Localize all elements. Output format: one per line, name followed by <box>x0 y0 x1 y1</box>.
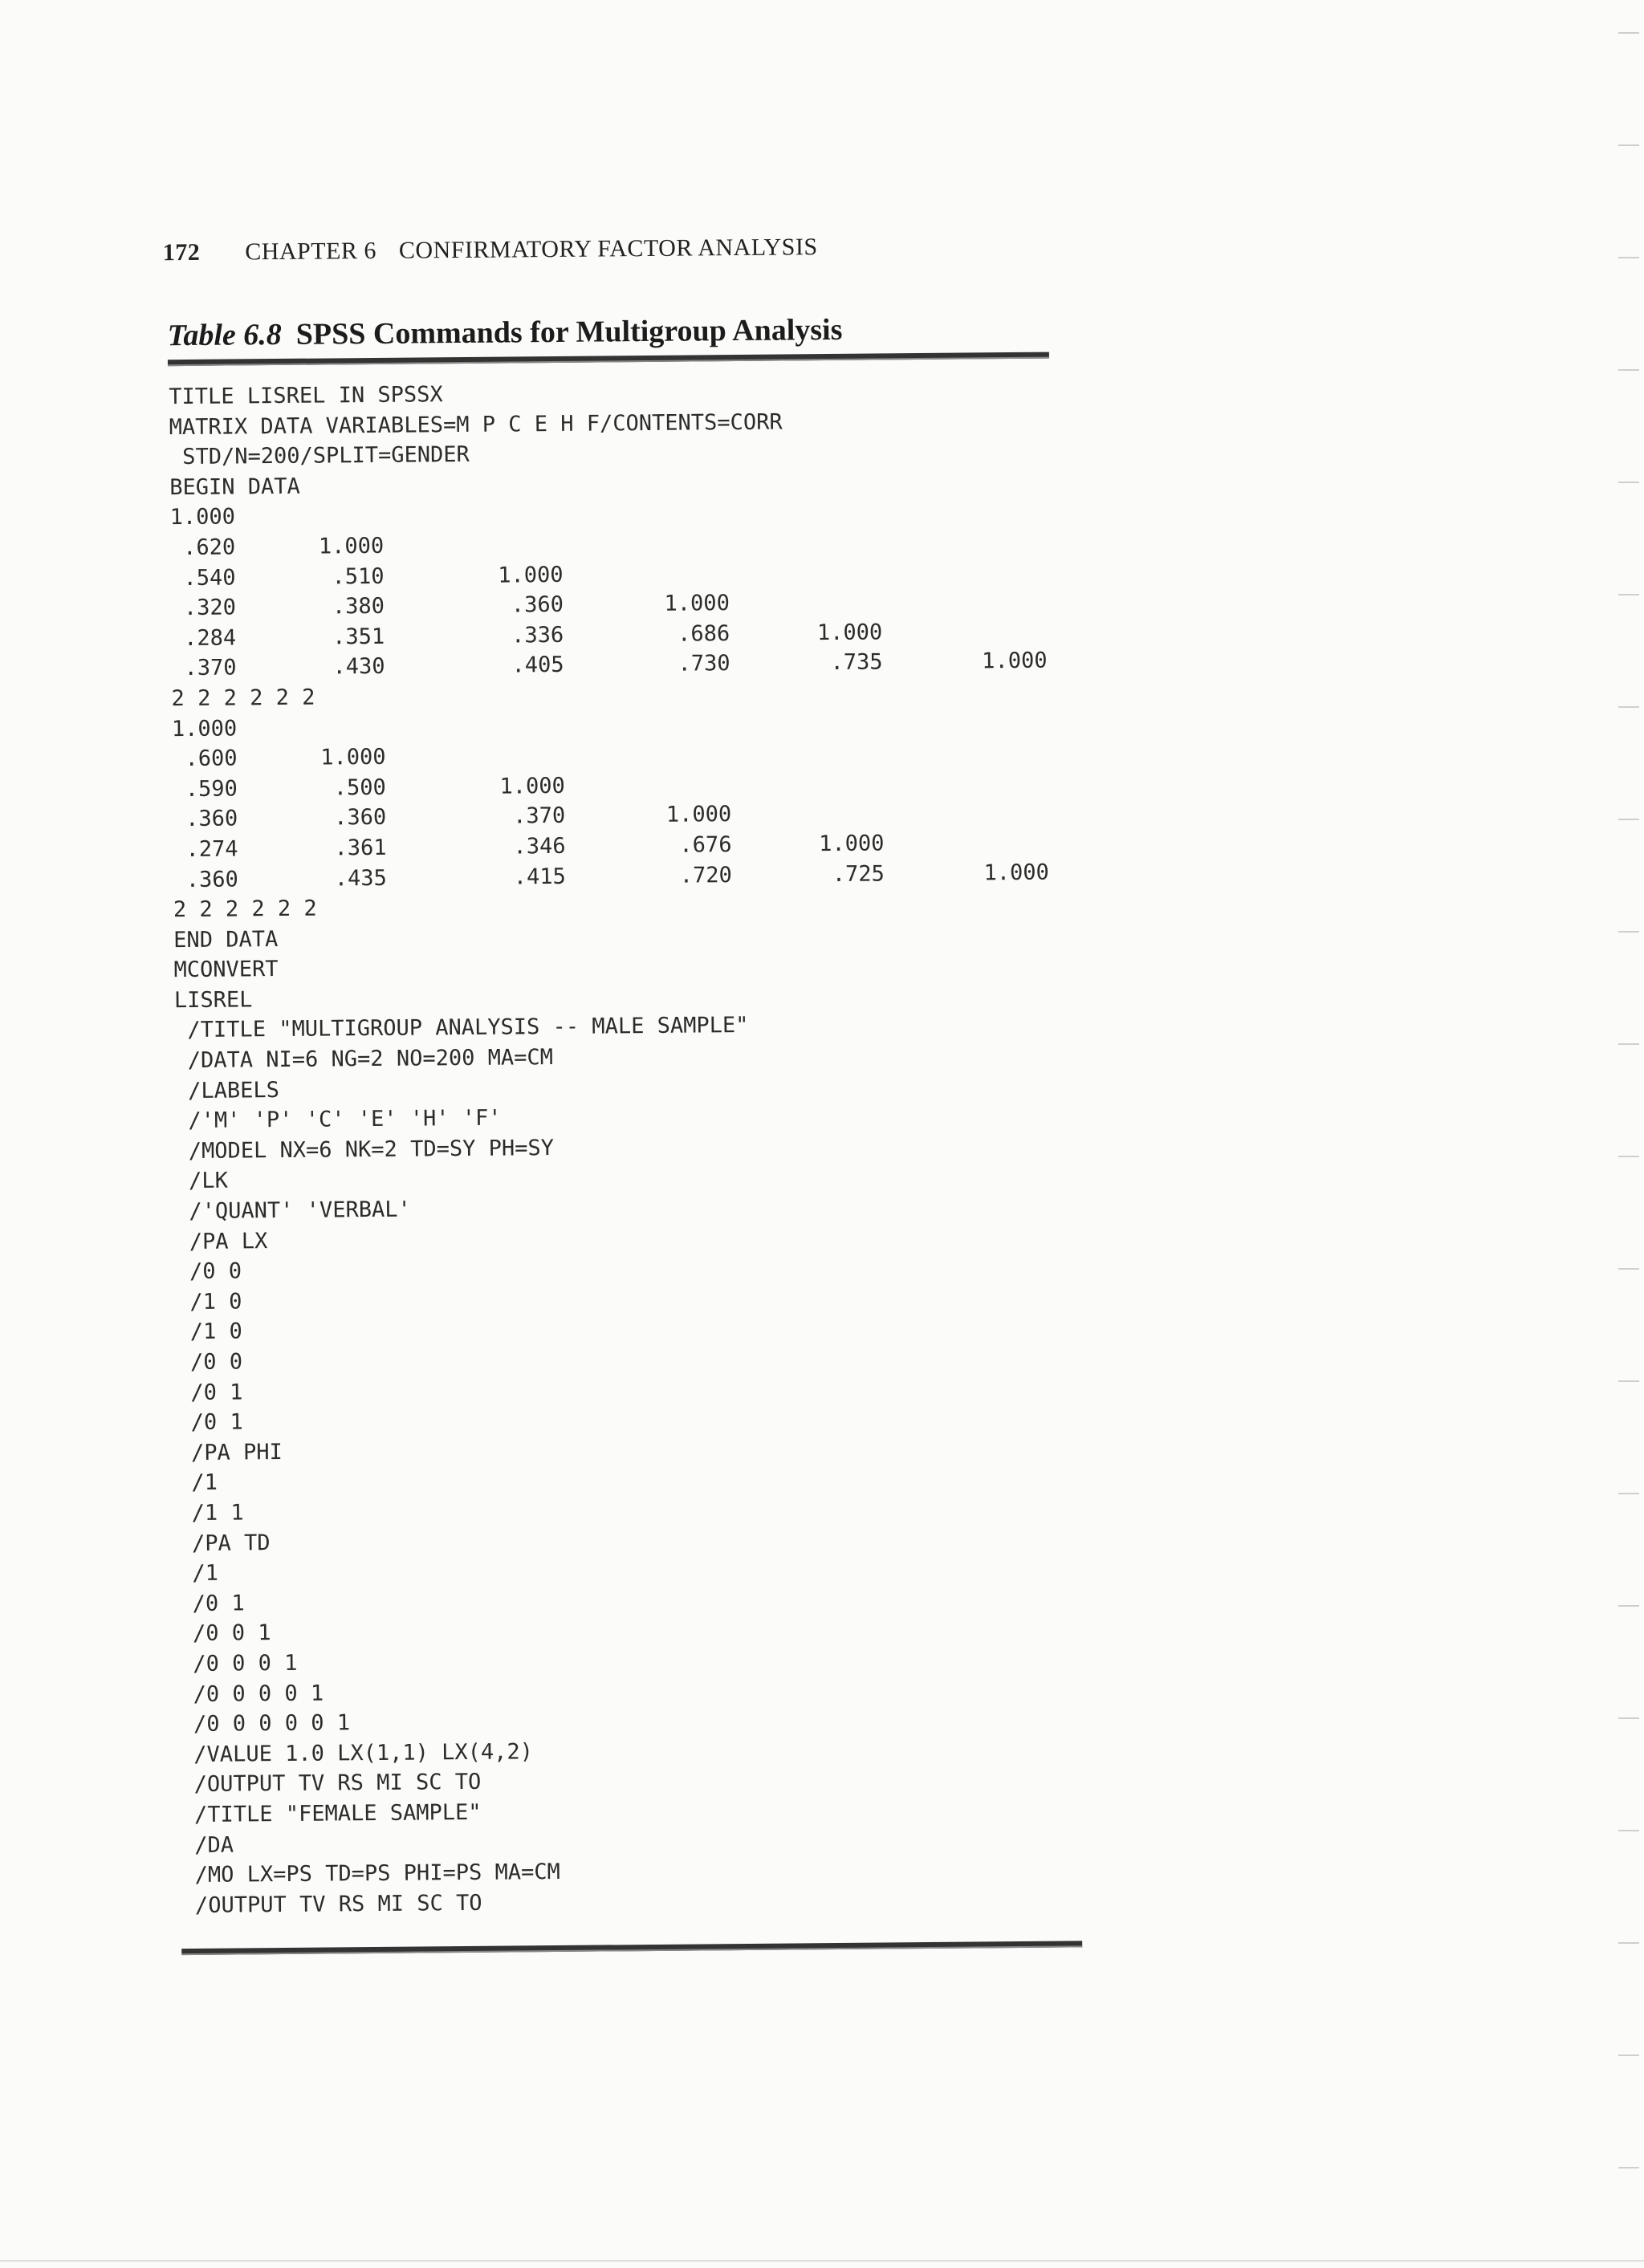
lisrel-command-line: /0 0 <box>176 1258 242 1285</box>
matrix-cell: .725 <box>819 860 885 887</box>
lisrel-command-line: /1 1 <box>178 1500 244 1526</box>
matrix-cell: .336 <box>498 622 564 648</box>
matrix-cell: .380 <box>319 594 385 620</box>
chapter-title: CONFIRMATORY FACTOR ANALYSIS <box>398 234 818 264</box>
matrix-cell: .415 <box>500 864 566 890</box>
male-std-devs: 2 2 2 2 2 2 <box>171 685 315 712</box>
lisrel-command-line: /LABELS <box>174 1077 280 1104</box>
matrix-cell: 1.000 <box>665 802 732 828</box>
lisrel-command-line: /LK <box>175 1169 229 1194</box>
lisrel-command-line: /'QUANT' 'VERBAL' <box>176 1197 411 1225</box>
matrix-cell: .430 <box>319 654 385 680</box>
matrix-cell: .370 <box>499 803 566 829</box>
matrix-cell: .405 <box>498 652 564 678</box>
code-line: MATRIX DATA VARIABLES=M P C E H F/CONTENTS=CORR <box>169 409 783 440</box>
matrix-cell: .320 <box>170 595 237 621</box>
table-label: Table 6.8 <box>167 317 282 353</box>
lisrel-command-line: /0 1 <box>179 1591 245 1616</box>
matrix-cell: .360 <box>498 592 564 618</box>
matrix-cell: 1.000 <box>499 773 565 799</box>
table-title: SPSS Commands for Multigroup Analysis <box>295 312 843 352</box>
lisrel-command-line: /0 1 <box>177 1380 243 1405</box>
chapter-label: CHAPTER 6 <box>245 237 377 266</box>
table-bottom-rule <box>181 1941 1082 1955</box>
female-std-devs: 2 2 2 2 2 2 <box>173 896 317 923</box>
lisrel-command-line: /OUTPUT TV RS MI SC TO <box>181 1890 482 1918</box>
lisrel-command-line: /1 0 <box>177 1289 242 1315</box>
matrix-cell: .360 <box>320 805 387 831</box>
matrix-cell: .351 <box>319 624 385 650</box>
matrix-cell: 1.000 <box>983 860 1049 885</box>
lisrel-command-line: /MODEL NX=6 NK=2 TD=SY PH=SY <box>175 1135 555 1164</box>
lisrel-command-line: /PA PHI <box>177 1439 283 1465</box>
matrix-cell: 1.000 <box>320 744 386 770</box>
lisrel-command-line: /PA LX <box>176 1228 268 1254</box>
matrix-cell: 1.000 <box>819 831 885 857</box>
matrix-cell: .360 <box>172 806 238 832</box>
matrix-cell: .590 <box>172 776 238 802</box>
spss-code-listing <box>169 377 1049 1921</box>
lisrel-command-line: /1 0 <box>177 1319 242 1345</box>
table-top-rule <box>168 352 1049 367</box>
matrix-cell: 1.000 <box>171 715 238 742</box>
lisrel-command-line: /0 0 0 0 1 <box>180 1681 324 1707</box>
female-correlation-row <box>173 860 1049 895</box>
matrix-cell: .730 <box>665 651 730 677</box>
matrix-cell: .720 <box>666 862 732 888</box>
male-correlation-row <box>171 648 1048 684</box>
matrix-cell: 1.000 <box>498 562 564 588</box>
matrix-cell: .676 <box>666 831 732 858</box>
running-head <box>163 234 818 266</box>
matrix-cell: .510 <box>319 563 385 590</box>
lisrel-command-line: /DA <box>181 1832 234 1858</box>
matrix-cell: .346 <box>500 833 566 860</box>
lisrel-command-line: /0 0 0 1 <box>179 1650 298 1677</box>
matrix-cell: 1.000 <box>318 533 385 559</box>
code-line: TITLE LISREL IN SPSSX <box>169 382 443 410</box>
page-number: 172 <box>162 238 201 266</box>
matrix-cell: .370 <box>171 655 237 681</box>
matrix-cell: .274 <box>173 836 238 863</box>
matrix-cell: 1.000 <box>982 648 1048 674</box>
matrix-cell: .435 <box>321 865 387 892</box>
matrix-cell: 1.000 <box>169 504 236 530</box>
scan-margin-marks <box>1580 0 1644 2268</box>
matrix-cell: .540 <box>170 565 236 591</box>
lisrel-command-line: /OUTPUT TV RS MI SC TO <box>181 1770 482 1798</box>
matrix-cell: 1.000 <box>664 591 730 616</box>
lisrel-command-line: /DATA NI=6 NG=2 NO=200 MA=CM <box>174 1045 554 1074</box>
matrix-cell: 1.000 <box>816 620 883 645</box>
lisrel-command-line: /TITLE "FEMALE SAMPLE" <box>181 1799 482 1828</box>
lisrel-command-line: /0 0 1 <box>179 1620 271 1647</box>
matrix-cell: .600 <box>172 746 238 772</box>
lisrel-command-line: /PA TD <box>178 1530 271 1556</box>
lisrel-command-line: MCONVERT <box>173 957 279 983</box>
code-line: STD/N=200/SPLIT=GENDER <box>169 442 470 470</box>
lisrel-command-line: /1 <box>178 1560 219 1587</box>
scan-bottom-edge <box>0 2260 1644 2262</box>
lisrel-command-line: LISREL <box>173 987 253 1014</box>
lisrel-command-line: /0 0 0 0 0 1 <box>180 1710 351 1738</box>
lisrel-command-line: /0 1 <box>177 1409 243 1436</box>
matrix-cell: .360 <box>173 866 238 892</box>
lisrel-command-line: /VALUE 1.0 LX(1,1) LX(4,2) <box>180 1739 534 1767</box>
matrix-cell: .361 <box>321 835 387 861</box>
lisrel-command-line: END DATA <box>173 926 279 953</box>
lisrel-command-line: /TITLE "MULTIGROUP ANALYSIS -- MALE SAMPLE" <box>174 1013 749 1043</box>
lisrel-command-line: /1 <box>177 1470 218 1496</box>
matrix-cell: .284 <box>170 625 237 651</box>
matrix-cell: .500 <box>320 774 386 801</box>
matrix-cell: .620 <box>169 534 236 561</box>
matrix-cell: .686 <box>664 620 730 647</box>
code-line: BEGIN DATA <box>169 474 301 500</box>
lisrel-command-line: /0 0 <box>177 1349 243 1376</box>
lisrel-command-line: /MO LX=PS TD=PS PHI=PS MA=CM <box>181 1860 560 1888</box>
matrix-cell: .735 <box>817 649 883 676</box>
lisrel-command-line: /'M' 'P' 'C' 'E' 'H' 'F' <box>175 1105 502 1134</box>
table-caption <box>167 312 842 353</box>
